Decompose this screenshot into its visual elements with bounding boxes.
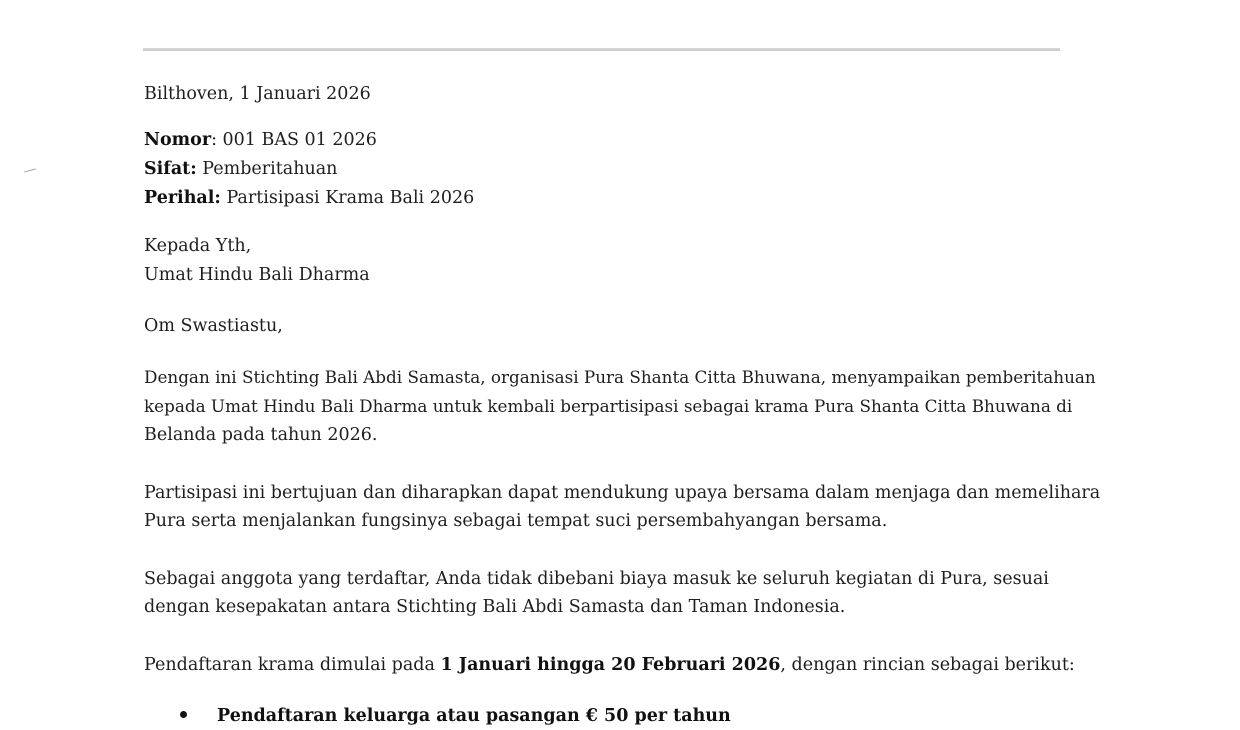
perihal-line bbox=[144, 184, 474, 212]
paragraph-2-line-2: Pura serta menjalankan fungsinya sebagai tempat suci persembahyangan bersama. bbox=[144, 511, 888, 531]
place-date: Bilthoven, 1 Januari 2026 bbox=[144, 84, 371, 104]
paragraph-1-line-3: Belanda pada tahun 2026. bbox=[144, 425, 378, 445]
recipient-line-2: Umat Hindu Bali Dharma bbox=[144, 265, 370, 285]
sifat-value: Pemberitahuan bbox=[196, 159, 338, 179]
perihal-value: Partisipasi Krama Bali 2026 bbox=[220, 188, 475, 208]
perihal-label: Perihal: bbox=[144, 188, 221, 208]
paragraph-3-line-2: dengan kesepakatan antara Stichting Bali Abdi Samasta dan Taman Indonesia. bbox=[144, 597, 846, 617]
paragraph-4 bbox=[144, 651, 1075, 679]
registration-period: 1 Januari hingga 20 Februari 2026 bbox=[440, 655, 781, 675]
paragraph-1-line-1: Dengan ini Stichting Bali Abdi Samasta, organisasi Pura Shanta Citta Bhuwana, menyampaikan pemberitahuan bbox=[144, 367, 1096, 387]
greeting: Om Swastiastu, bbox=[144, 316, 283, 336]
bullet-text: Pendaftaran keluarga atau pasangan € 50 per tahun bbox=[217, 706, 731, 726]
sifat-line bbox=[144, 155, 337, 183]
paragraph-1-line-2: kepada Umat Hindu Bali Dharma untuk kembali berpartisipasi sebagai krama Pura Shanta Citta Bhuwana di bbox=[144, 396, 1073, 416]
nomor-line bbox=[144, 126, 377, 154]
paragraph-4-pre: Pendaftaran krama dimulai pada bbox=[144, 655, 441, 675]
nomor-value: : 001 BAS 01 2026 bbox=[211, 130, 377, 150]
paragraph-3-line-1: Sebagai anggota yang terdaftar, Anda tidak dibebani biaya masuk ke seluruh kegiatan di Pura, sesuai bbox=[144, 569, 1049, 589]
recipient-line-1: Kepada Yth, bbox=[144, 236, 252, 256]
bullet-icon bbox=[180, 711, 187, 718]
paragraph-4-post: , dengan rincian sebagai berikut: bbox=[780, 655, 1075, 675]
list-item bbox=[180, 702, 731, 730]
paragraph-2-line-1: Partisipasi ini bertujuan dan diharapkan dapat mendukung upaya bersama dalam menjaga dan memelihara bbox=[144, 483, 1101, 503]
sifat-label: Sifat: bbox=[144, 159, 197, 179]
header-rule bbox=[143, 48, 1060, 51]
scan-speck bbox=[24, 168, 36, 172]
nomor-label: Nomor bbox=[144, 130, 212, 150]
